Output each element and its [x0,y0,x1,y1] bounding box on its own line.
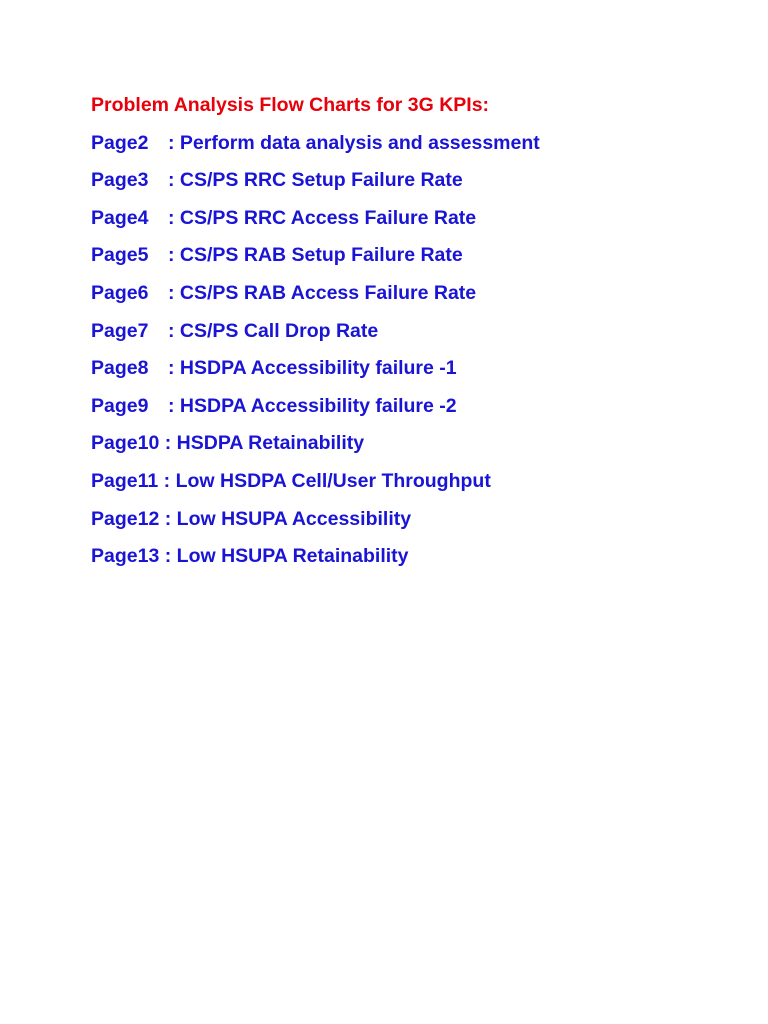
toc-item [91,169,731,191]
toc-separator: : [164,507,172,530]
toc-item [91,432,731,454]
toc-separator: : [168,206,175,229]
toc-separator: : [168,357,175,380]
toc-item [91,545,731,567]
toc-item [91,470,731,492]
toc-page-label: Page10 [91,432,160,455]
toc-list [91,132,731,568]
document-title: Problem Analysis Flow Charts for 3G KPIs: [91,94,490,116]
toc-page-label: Page3 [91,169,149,192]
toc-description: Perform data analysis and assessment [179,131,540,154]
toc-description: HSDPA Accessibility failure -2 [179,394,457,417]
toc-page-label: Page7 [91,319,149,342]
document-content [91,94,731,583]
toc-separator: : [164,545,172,568]
toc-page-label: Page6 [91,281,149,304]
toc-page-label: Page2 [91,131,149,154]
toc-description: HSDPA Accessibility failure -1 [179,357,457,380]
toc-separator: : [164,432,172,455]
toc-page-label: Page11 [91,469,159,492]
toc-description: CS/PS RRC Access Failure Rate [179,206,477,229]
toc-item [91,132,731,154]
toc-separator: : [168,281,175,304]
toc-separator: : [168,169,175,192]
toc-item [91,395,731,417]
toc-description: Low HSUPA Retainability [176,545,409,568]
toc-description: HSDPA Retainability [176,432,365,455]
toc-description: CS/PS RAB Access Failure Rate [179,281,477,304]
toc-separator: : [168,131,175,154]
toc-page-label: Page9 [91,394,149,417]
toc-page-label: Page5 [91,244,149,267]
toc-separator: : [163,469,171,492]
toc-page-label: Page13 [91,545,160,568]
toc-description: Low HSUPA Accessibility [176,507,412,530]
toc-page-label: Page12 [91,507,160,530]
toc-item [91,207,731,229]
toc-item [91,357,731,379]
toc-description: CS/PS RAB Setup Failure Rate [179,244,463,267]
toc-page-label: Page8 [91,357,149,380]
toc-description: CS/PS Call Drop Rate [179,319,379,342]
toc-separator: : [168,319,175,342]
toc-item [91,282,731,304]
toc-page-label: Page4 [91,206,149,229]
toc-description: Low HSDPA Cell/User Throughput [175,469,491,492]
toc-item [91,508,731,530]
toc-item [91,244,731,266]
toc-separator: : [168,244,175,267]
toc-separator: : [168,394,175,417]
toc-description: CS/PS RRC Setup Failure Rate [179,169,463,192]
toc-item [91,320,731,342]
